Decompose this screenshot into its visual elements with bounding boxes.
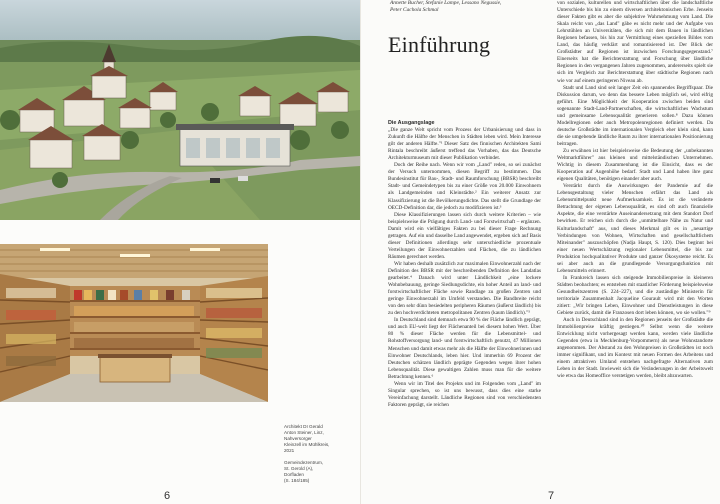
body-paragraph: Wenn wir im Titel des Projekts und im Folgenden vom „Land" im Singular sprechen, so ist uns bewusst, dass dies eine starke Vereinfachung darstellt. Ländliche Regionen sind von verschiedensten Faktoren geprägt, sie reichen: [388, 380, 541, 408]
body-paragraph: In Frankreich lassen sich steigende Immobilienpreise in kleineren Städten beobachten; es entstehen mit staatlicher Förderung beispielsweise Gesundheitszentren (S. 224–227), und die zuständige Ministerin für territoriale Zusammenhalt Jacqueline Gourault wird mit den Worten zitiert: „Wir bringen Leben, Einwohner und Dienstleistungen in diese Gebiete zurück, damit die Franzosen dort leben können, wo sie wollen."⁹: [557, 274, 713, 317]
caption-text-1: Architekt DI Gerald Anton Steiner, Linz, Nahversorger Kleinzell im Mühlkreis, 2021: [284, 424, 330, 453]
body-paragraph: von sozialen, kulturellen und wirtschaftlichen über die landschaftliche Unterschiede bis hin zu einem diversen architektonischen Erbe. Jenseits dieser Fakten gibt es aber die subjektive Wahrnehmung vom Land. Die Skala reicht von „das Land" gäbe es nicht mehr und der Aufgabe von Lehrstühlen an Universitäten, die sich mit dem Bauen in ländlichen Regionen befassen, bis hin zur Vermittlung eines speziellen Bildes vom Land, das häufig verklärt und romantisierend ist. Der Blick der Großstädter auf Regionen ist inzwischen Forschungsgegenstand.⁷ Einerseits hat die Berichterstattung und Forschung über ländliche Regionen in den vergangenen Jahren zugenommen, andererseits spielt sie sich im Vergleich zur Berichterstattung über städtische Regionen nach wie vor auf einem geringeren Niveau ab.: [557, 0, 713, 84]
body-paragraph: Verstärkt durch die Auswirkungen der Pandemie auf die Lebensgestaltung vieler Menschen erfährt das Land als Lebensmittelpunkt neue Aufmerksamkeit. Es ist die veränderte Betrachtung der eigenen Lebensqualität, es sind oft auch finanzielle Aspekte, die eine verstärkte Auseinandersetzung mit dem Standort Dorf bewirken. Er reichen sich durch die „unmittelbare Nähe zu Natur und Kulturlandschaft" aus, und dieses Merkmal gilt es in „neuartige Verbindungen von Wohnen, Wirtschaften und gesellschaftlichem Miteinander" auszuschöpfen (Nadja Haupt, S. 120). Dies beginnt bei einer neuen Wertschätzung regionaler Lebensmittel, die bis zur Produktion hochqualitativer Produkte und ganzer Ökosysteme reicht. Es sei aber auch an die grundlegende Versorgungsfunktion mit Lebensmitteln erinnert.: [557, 183, 713, 274]
authors-line: Annette Bucher, Stefanie Lampe, Lessano Negussie, Peter Cachola Schmal: [390, 0, 502, 13]
body-paragraph: Wir haben deshalb zusätzlich zur maximalen Einwohnerzahl nach der Definition des BBSR mit der beschreibenden Definition des Landatlas gearbeitet.⁴ Danach wird unter Ländlichkeit „eine lockere Wohnbebauung, geringe Siedlungsdichte, ein hoher Anteil an land- und forstwirtschaftlicher Fläche sowie Randlage zu großen Zentren und geringe Einwohnerzahl im Umfeld verstanden. Die Bandbreite reicht von den sehr dünn besiedelten peripheren Räumen (äußerst ländlich) bis zu den hochverdichteten metropolitanen Zentren (kaum ländlich)."⁵: [388, 260, 541, 317]
column-2-paragraphs: [557, 0, 713, 381]
body-paragraph: Zu erwähnen ist hier beispielsweise die Bedeutung der „unbekannten Weltmarktführer" aus kleinen und mittelständischen Unternehmen. Wichtig in diesem Zusammenhang ist die Einsicht, dass es der Kooperation auf Augenhöhe bedarf. Stadt und Land haben ihre ganz eigenen Qualitäten, benötigen einander aber auch.: [557, 147, 713, 183]
text-column-2: [557, 0, 713, 502]
text-column-1: [388, 120, 541, 502]
photo-caption: [284, 424, 356, 490]
chapter-title: Einführung: [388, 32, 491, 57]
caption-text-2: Gemeindezentrum, St. Gerold (A), Dorfladen (S. 184/185): [284, 460, 324, 483]
page-number-left: 6: [164, 490, 171, 502]
body-paragraph: Doch der Reihe nach. Wenn wir vom „Land" reden, so sei zunächst der Versuch unternommen, diesen Begriff zu bestimmen. Das Bundesinstitut für Bau-, Stadt- und Raumforschung (BBSR) beschreibt Stadt- und Gemeindetypen bis zu einer Größe von 20.000 Einwohnern als Landgemeinden und Kleinstädte.² Ein weiterer Ansatz zur Klassifizierung ist die Bevölkerungsdichte. Das stellt die Grundlage der OECD-Definition dar, die jedoch zu modifizieren ist.³: [388, 162, 541, 211]
shop-interior-photo: [0, 244, 268, 402]
section-heading: Die Ausgangslage: [388, 120, 435, 126]
page-number-right: 7: [548, 490, 555, 502]
body-paragraph: In Deutschland sind demnach etwa 90 % der Fläche ländlich geprägt, und auch EU-weit liegt der Flächenanteil bei diesem hohen Wert. Über 80 % dieser Fläche werden für die Lebensmittel- und Rohstoffversorgung land- und forstwirtschaftlich genutzt, 47 Millionen Menschen und damit etwas mehr als die Hälfte der Einwohnerinnen und Einwohner Deutschlands, leben hier. Und immerhin 69 Prozent der Deutschen schätzen ländlich geprägte Gegenden wegen ihrer hohen Lebensqualität. Diese gewaltigen Zahlen muss man für die weitere Betrachtung kennen.⁶: [388, 317, 541, 380]
body-paragraph: Diese Klassifizierungen lassen sich durch weitere Kriterien – wie beispielsweise die Prägung durch Land- und Forstwirtschaft – ergänzen. Damit wird ein vielfältiges Fakten zu bei dieser Frage Rechnung getragen. Auf ein und dasselbe Land angewendet, ergeben sich auf Basis dieser Definitionen allerdings sehr unterschiedliche prozentuale Verteilungen der Einwohnerzahlen und Flächen, die zu ländlichen Räumen gerechnet werden.: [388, 211, 541, 260]
body-paragraph: Stadt und Land sind seit langer Zeit ein spannendes Begriffspaar. Die Diskussion darum, wo denn das bessere Leben möglich sei, wird eifrig geführt. Eine Möglichkeit der Kooperation zwischen beiden sind sogenannte Stadt-Land-Partnerschaften, die wirtschaftliches Wachstum und gemeinsame Lebensqualität generieren sollen.⁸ Dazu können Modellregionen oder auch Metropolenregionen definiert werden. Da deutsche Großstädte im internationalen Vergleich eher klein sind, kann die sie umgebende ländliche Raum zu ihrer internationalen Positionierung beitragen.: [557, 84, 713, 147]
column-1-paragraphs: [388, 127, 541, 409]
body-paragraph: „Die ganze Welt spricht vom Prozess der Urbanisierung und dass in Zukunft die Hälfte der Menschen in Städten leben wird. Mein Interesse gilt der anderen Hälfte."¹ Dieser Satz des finnischen Architekten Sami Rintala beschreibt äußerst treffend das Vorhaben, das das Deutsche Architekturmuseum mit dieser Publikation verbindet.: [388, 127, 541, 162]
village-aerial-photo: [0, 0, 360, 220]
body-paragraph: Auch in Deutschland sind in den Regionen jenseits der Großstädte die Immobilienpreise kräftig gestiegen.¹⁰ Selbst wenn die weitere Entwicklung nicht vorhergesagt werden kann, werden viele ländliche Gegenden (etwa in Mecklenburg-Vorpommern) als neue Wohnstandorte angenommen. Der Abstand zu den Wohnpreisen in Großstädten ist noch immer signifikant, und im Kontext mit neuen Formen des Arbeitens und einem attraktiven Umland entstehen nachgefragte Alternativen zum Leben in der Stadt. Inwieweit sich die Veränderungen in der Arbeitswelt wie etwa das Homeoffice verstetigen werden, bleibt abzuwarten.: [557, 317, 713, 380]
